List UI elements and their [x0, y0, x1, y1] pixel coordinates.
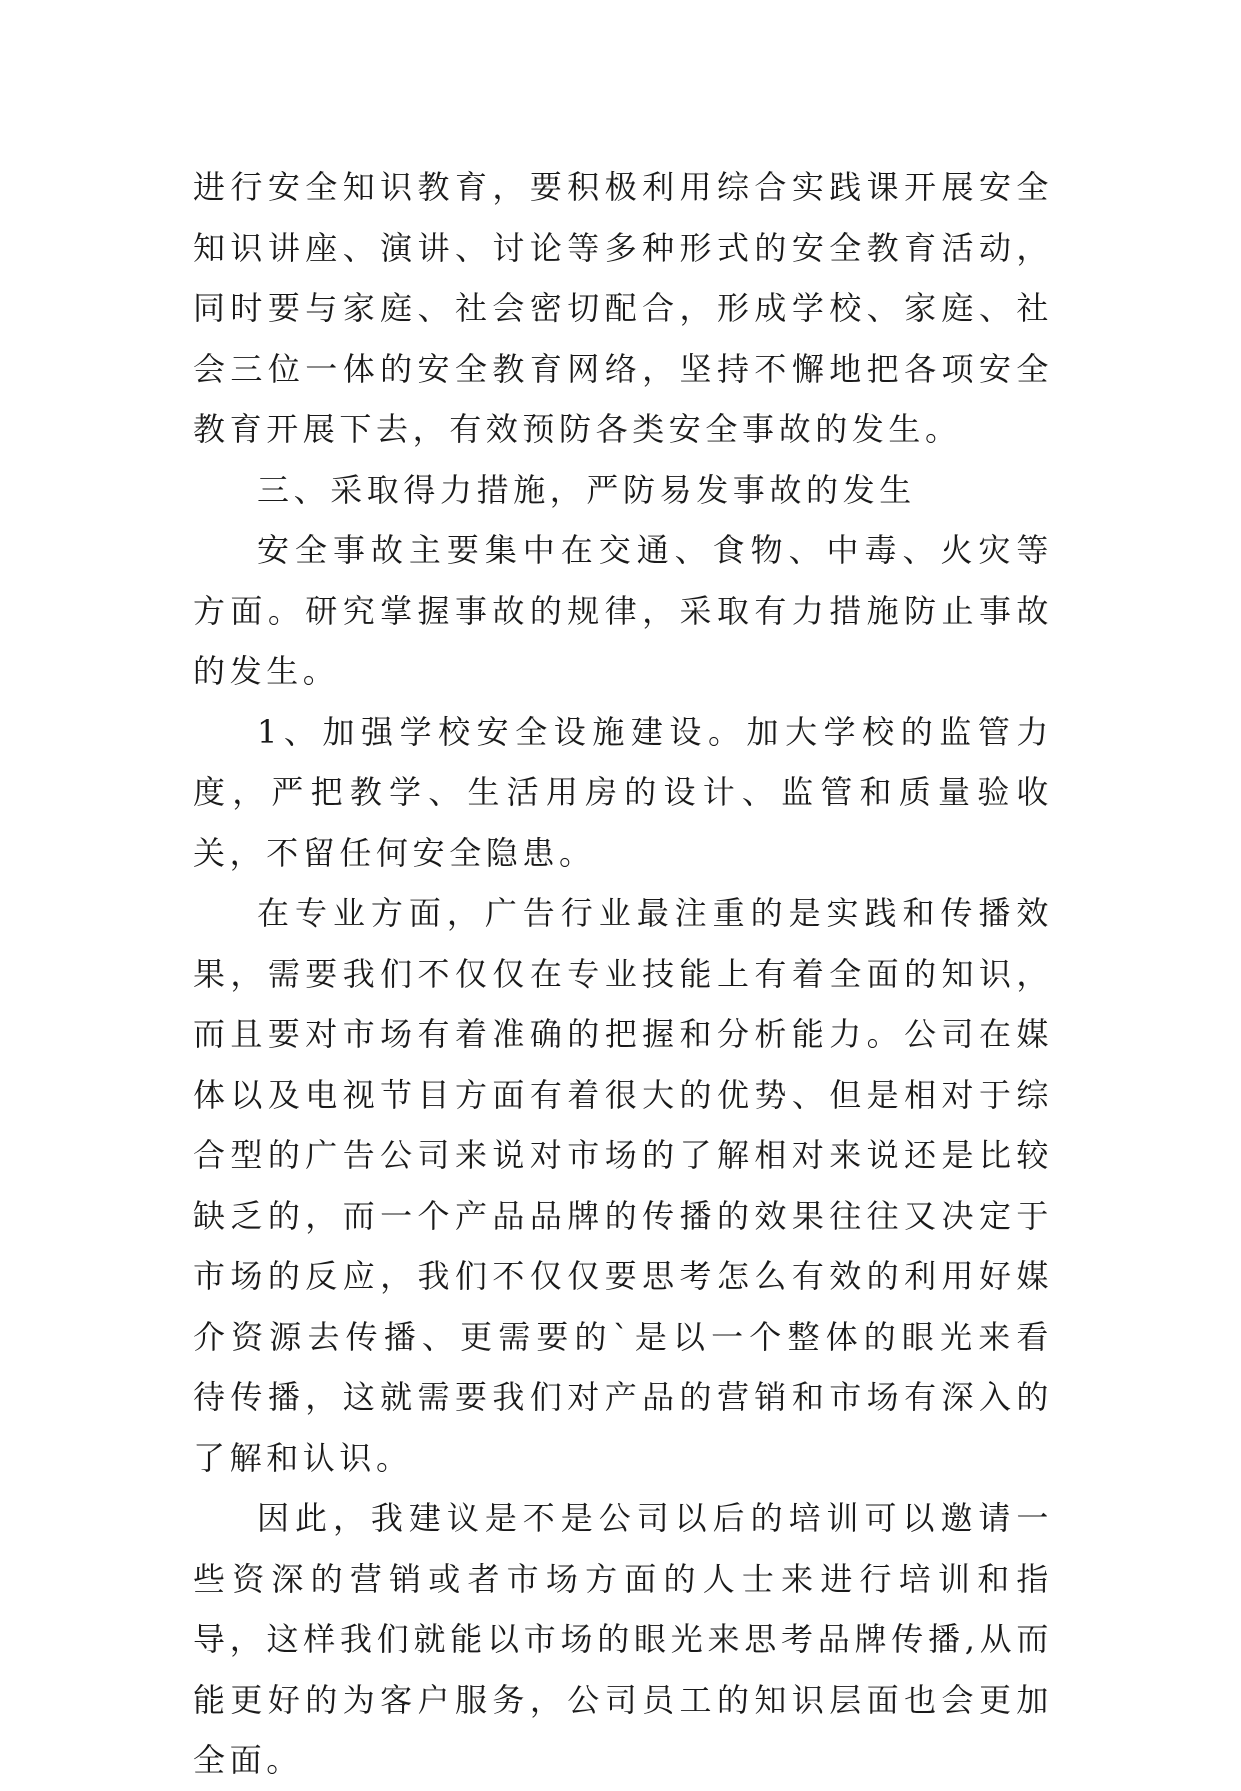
paragraph-professional-aspect: 在专业方面，广告行业最注重的是实践和传播效果，需要我们不仅仅在专业技能上有着全面的知识，而且要对市场有着准确的把握和分析能力。公司在媒体以及电视节目方面有着很大的优势、但是相对于综合型的广告公司来说对市场的了解相对来说还是比较缺乏的，而一个产品品牌的传播的效果往往又决定于市场的反应，我们不仅仅要思考怎么有效的利用好媒介资源去传播、更需要的`是以一个整体的眼光来看待传播，这就需要我们对产品的营销和市场有深入的了解和认识。: [193, 894, 1053, 1477]
section-heading-three: 三、采取得力措施，严防易发事故的发生: [257, 470, 916, 509]
paragraph-safety-facilities: 1、加强学校安全设施建设。加大学校的监管力度，严把教学、生活用房的设计、监管和质量验收关，不留任何安全隐患。: [193, 712, 1053, 872]
paragraph-safety-education: 进行安全知识教育，要积极利用综合实践课开展安全知识讲座、演讲、讨论等多种形式的安全教育活动，同时要与家庭、社会密切配合，形成学校、家庭、社会三位一体的安全教育网络，坚持不懈地把各项安全教育开展下去，有效预防各类安全事故的发生。: [193, 168, 1053, 448]
paragraph-accident-types: 安全事故主要集中在交通、食物、中毒、火灾等方面。研究掌握事故的规律，采取有力措施防止事故的发生。: [193, 531, 1053, 690]
paragraph-training-suggestion: 因此，我建议是不是公司以后的培训可以邀请一些资深的营销或者市场方面的人士来进行培训和指导，这样我们就能以市场的眼光来思考品牌传播,从而能更好的为客户服务，公司员工的知识层面也会更加全面。: [193, 1499, 1053, 1779]
document-body: [193, 157, 1053, 1791]
